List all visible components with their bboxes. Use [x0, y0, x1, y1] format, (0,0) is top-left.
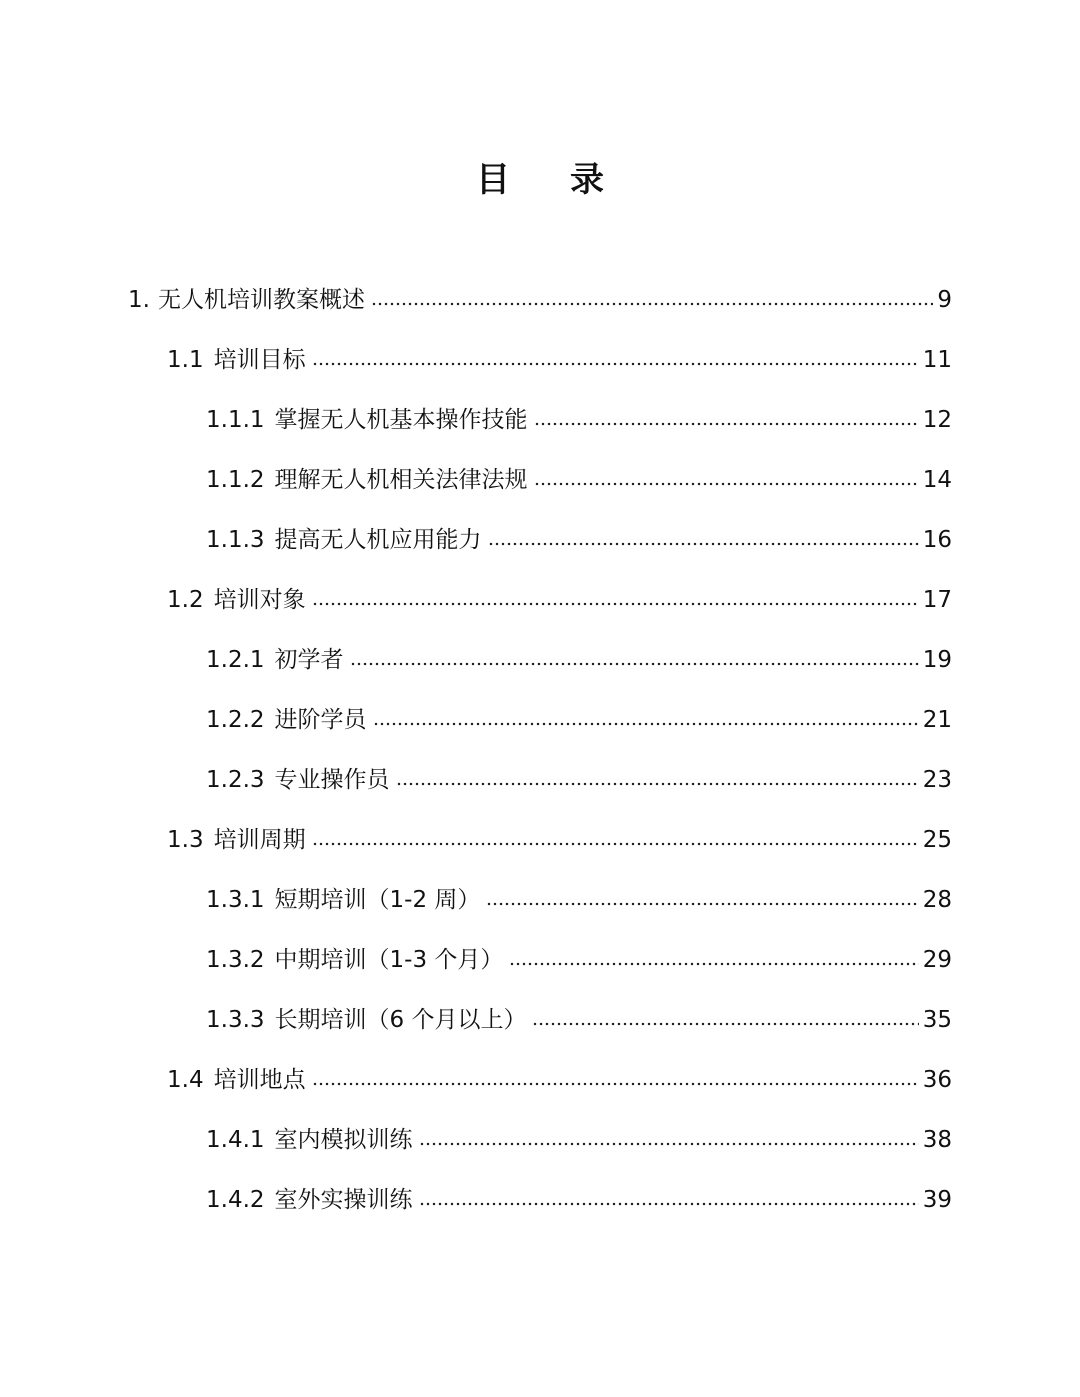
toc-entry[interactable] — [0, 510, 1080, 570]
toc-entry[interactable] — [0, 330, 1080, 390]
toc-dot-leader — [396, 779, 919, 789]
toc-entry[interactable] — [0, 630, 1080, 690]
toc-dot-leader — [534, 479, 919, 489]
toc-dot-leader — [371, 299, 933, 309]
toc-dot-leader — [312, 1079, 919, 1089]
toc-entry-page: 17 — [922, 587, 952, 613]
toc-entry[interactable] — [0, 930, 1080, 990]
page-title-char-2: 录 — [570, 160, 604, 200]
toc-entry[interactable] — [0, 1050, 1080, 1110]
toc-entry-number: 1.2.3 — [206, 767, 265, 793]
toc-entry[interactable] — [0, 450, 1080, 510]
toc-entry[interactable] — [0, 990, 1080, 1050]
toc-entry-title: 室外实操训练 — [274, 1187, 413, 1213]
toc-entry-title: 培训目标 — [213, 347, 306, 373]
toc-entry-page: 19 — [922, 647, 952, 673]
toc-entry[interactable] — [0, 690, 1080, 750]
toc-entry-number: 1.2 — [167, 587, 204, 613]
toc-dot-leader — [509, 959, 918, 969]
toc-dot-leader — [534, 419, 919, 429]
toc-entry[interactable] — [0, 390, 1080, 450]
toc-entry-title: 短期培训（1-2 周） — [274, 887, 481, 913]
toc-entry-title: 培训周期 — [213, 827, 306, 853]
toc-dot-leader — [419, 1139, 919, 1149]
toc-entry[interactable] — [0, 270, 1080, 330]
toc-entry[interactable] — [0, 1170, 1080, 1230]
toc-entry-page: 11 — [922, 347, 952, 373]
table-of-contents — [0, 270, 1080, 1230]
toc-entry-page: 36 — [922, 1067, 952, 1093]
page-title — [0, 158, 1080, 202]
toc-entry-number: 1.1 — [167, 347, 204, 373]
toc-entry-page: 39 — [922, 1187, 952, 1213]
toc-entry-page: 38 — [922, 1127, 952, 1153]
toc-entry-number: 1.4.1 — [206, 1127, 265, 1153]
toc-dot-leader — [350, 659, 919, 669]
page-title-char-1: 目 — [476, 160, 510, 200]
toc-dot-leader — [312, 599, 919, 609]
toc-dot-leader — [373, 719, 919, 729]
toc-dot-leader — [419, 1199, 919, 1209]
toc-entry-number: 1.1.3 — [206, 527, 265, 553]
toc-entry-title: 培训对象 — [213, 587, 306, 613]
toc-dot-leader — [486, 899, 918, 909]
toc-entry[interactable] — [0, 810, 1080, 870]
toc-entry-title: 初学者 — [274, 647, 344, 673]
toc-entry-number: 1.1.2 — [206, 467, 265, 493]
toc-entry[interactable] — [0, 570, 1080, 630]
toc-entry-number: 1.4.2 — [206, 1187, 265, 1213]
toc-entry-number: 1.2.1 — [206, 647, 265, 673]
toc-entry-page: 21 — [922, 707, 952, 733]
toc-entry-title: 中期培训（1-3 个月） — [274, 947, 504, 973]
toc-entry-page: 28 — [922, 887, 952, 913]
toc-entry-number: 1.3 — [167, 827, 204, 853]
toc-dot-leader — [312, 839, 919, 849]
toc-entry-number: 1.3.3 — [206, 1007, 265, 1033]
toc-entry-number: 1. — [128, 287, 150, 313]
toc-entry-page: 14 — [922, 467, 952, 493]
toc-dot-leader — [488, 539, 919, 549]
toc-entry-page: 25 — [922, 827, 952, 853]
toc-entry-title: 无人机培训教案概述 — [157, 287, 365, 313]
toc-entry-number: 1.4 — [167, 1067, 204, 1093]
toc-entry-page: 16 — [922, 527, 952, 553]
toc-entry-title: 室内模拟训练 — [274, 1127, 413, 1153]
toc-entry[interactable] — [0, 870, 1080, 930]
toc-dot-leader — [532, 1019, 918, 1029]
toc-entry-number: 1.3.1 — [206, 887, 265, 913]
toc-entry-title: 培训地点 — [213, 1067, 306, 1093]
toc-entry-title: 专业操作员 — [274, 767, 390, 793]
toc-entry[interactable] — [0, 750, 1080, 810]
toc-entry-number: 1.2.2 — [206, 707, 265, 733]
toc-entry-page: 29 — [922, 947, 952, 973]
toc-entry-page: 12 — [922, 407, 952, 433]
toc-dot-leader — [312, 359, 919, 369]
toc-entry-number: 1.3.2 — [206, 947, 265, 973]
toc-entry-title: 掌握无人机基本操作技能 — [274, 407, 528, 433]
toc-entry-title: 进阶学员 — [274, 707, 367, 733]
toc-entry[interactable] — [0, 1110, 1080, 1170]
toc-entry-page: 23 — [922, 767, 952, 793]
toc-entry-title: 提高无人机应用能力 — [274, 527, 482, 553]
toc-entry-number: 1.1.1 — [206, 407, 265, 433]
toc-entry-page: 9 — [937, 287, 952, 313]
toc-entry-title: 长期培训（6 个月以上） — [274, 1007, 527, 1033]
toc-entry-page: 35 — [922, 1007, 952, 1033]
toc-entry-title: 理解无人机相关法律法规 — [274, 467, 528, 493]
